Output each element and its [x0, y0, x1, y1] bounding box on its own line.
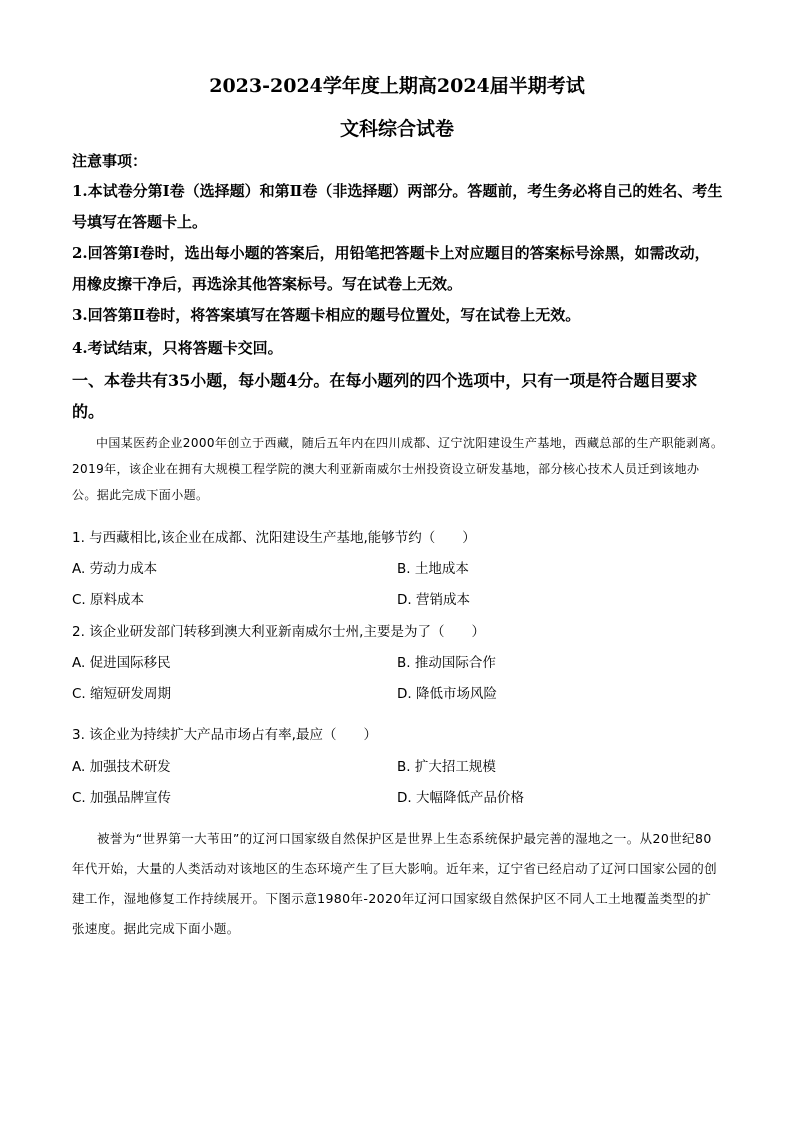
material-paragraph-2: 被誉为“世界第一大苇田”的辽河口国家级自然保护区是世界上生态系统保护最完善的湿地之一。从20世纪80年代开始，大量的人类活动对该地区的生态环境产生了巨大影响。近年来，辽宁省已经启动了辽河口国家公园的创建工作，湿地修复工作持续展开。下图示意1980年-2020年辽河口国家级自然保护区不同人工土地覆盖类型的扩张速度。据此完成下面小题。: [72, 831, 718, 936]
question-3-option-c: C. 加强品牌宣传: [72, 790, 172, 806]
question-2-option-a: A. 促进国际移民: [72, 655, 171, 671]
question-3-stem: 3. 该企业为持续扩大产品市场占有率,最应（ ）: [72, 727, 377, 743]
exam-subtitle: 文科综合试卷: [339, 118, 454, 140]
question-2-option-b: B. 推动国际合作: [397, 655, 496, 671]
note-item-4: 4.考试结束，只将答题卡交回。: [72, 339, 283, 357]
question-1-option-c: C. 原料成本: [72, 592, 145, 608]
question-2-stem: 2. 该企业研发部门转移到澳大利亚新南威尔士州,主要是为了（ ）: [72, 624, 485, 640]
note-item-1: 1.本试卷分第Ⅰ卷（选择题）和第Ⅱ卷（非选择题）两部分。答题前，考生务必将自己的姓名、考生号填写在答题卡上。: [72, 182, 723, 231]
section-heading: 一、本卷共有35小题，每小题4分。在每小题列的四个选项中，只有一项是符合题目要求的。: [72, 371, 698, 421]
question-1-option-d: D. 营销成本: [397, 592, 470, 608]
question-1-stem: 1. 与西藏相比,该企业在成都、沈阳建设生产基地,能够节约（ ）: [72, 530, 476, 546]
question-1-option-b: B. 土地成本: [397, 561, 469, 577]
material-paragraph-1: 中国某医药企业2000年创立于西藏，随后五年内在四川成都、辽宁沈阳建设生产基地，西藏总部的生产职能剥离。2019年，该企业在拥有大规模工程学院的澳大利亚新南威尔士州投资设立研发基地，部分核心技术人员迁到该地办公。据此完成下面小题。: [72, 436, 724, 502]
question-3-option-d: D. 大幅降低产品价格: [397, 790, 524, 806]
question-1-option-a: A. 劳动力成本: [72, 561, 158, 577]
note-item-3: 3.回答第Ⅱ卷时，将答案填写在答题卡相应的题号位置处，写在试卷上无效。: [72, 306, 581, 324]
notes-heading: 注意事项：: [72, 152, 148, 170]
exam-title: 2023-2024学年度上期高2024届半期考试: [209, 75, 585, 97]
question-2-option-d: D. 降低市场风险: [397, 686, 497, 702]
note-item-2: 2.回答第Ⅰ卷时，选出每小题的答案后，用铅笔把答题卡上对应题目的答案标号涂黑，如需改动，用橡皮擦干净后，再选涂其他答案标号。写在试卷上无效。: [72, 244, 710, 293]
question-3-option-b: B. 扩大招工规模: [397, 759, 496, 775]
question-3-option-a: A. 加强技术研发: [72, 759, 171, 775]
question-2-option-c: C. 缩短研发周期: [72, 686, 172, 702]
